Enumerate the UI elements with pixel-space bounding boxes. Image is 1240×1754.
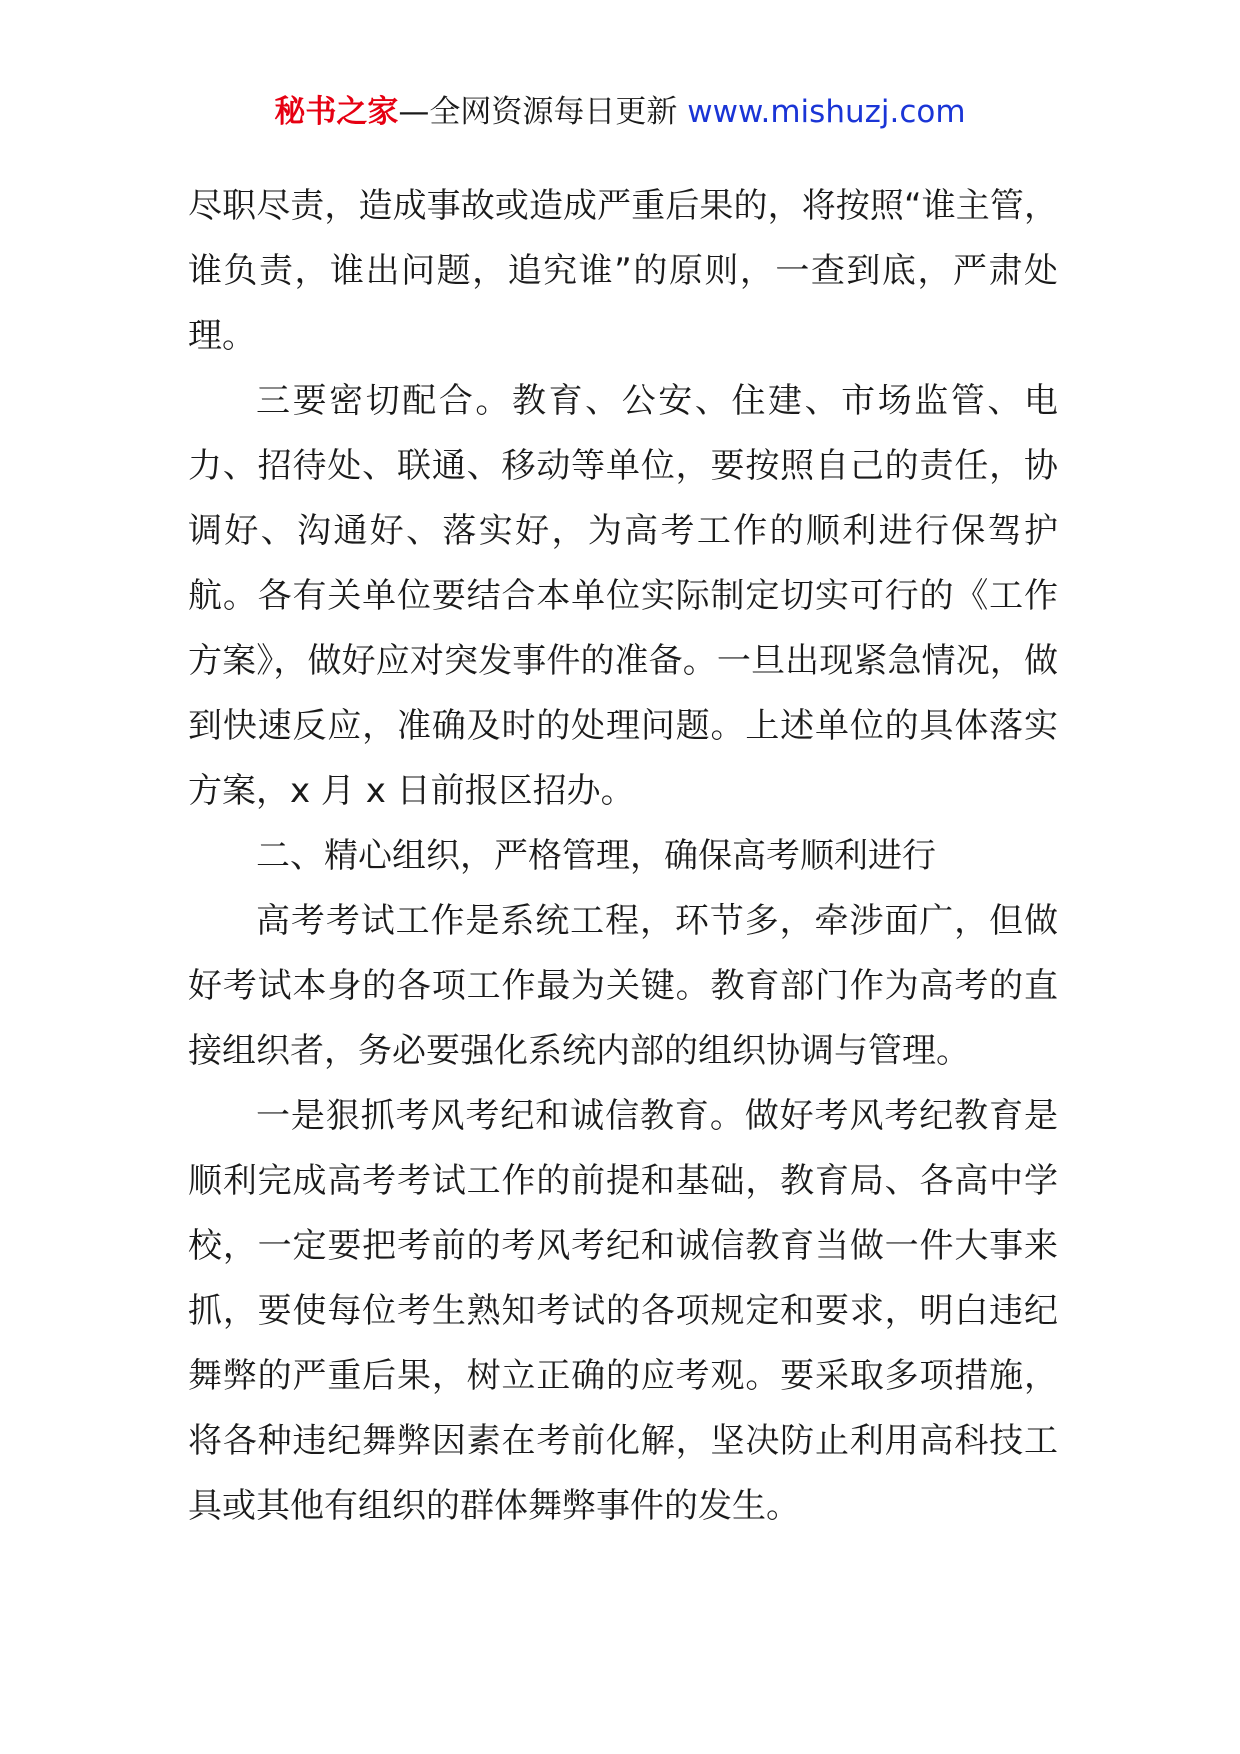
section-heading: 二、精心组织，严格管理，确保高考顺利进行	[256, 836, 936, 876]
paragraph-continuation: 尽职尽责，造成事故或造成严重后果的，将按照“谁主管，谁负责，谁出问题，追究谁”的原则，一查到底，严肃处理。	[188, 186, 1058, 356]
page-header	[0, 92, 1240, 132]
paragraph-cooperation: 三要密切配合。教育、公安、住建、市场监管、电力、招待处、联通、移动等单位，要按照自己的责任，协调好、沟通好、落实好，为高考工作的顺利进行保驾护航。各有关单位要结合本单位实际制定切实可行的《工作方案》，做好应对突发事件的准备。一旦出现紧急情况，做到快速反应，准确及时的处理问题。上述单位的具体落实方案，x 月 x 日前报区招办。	[188, 381, 1058, 811]
site-brand: 秘书之家	[274, 94, 399, 130]
document-body	[188, 174, 1058, 1539]
paragraph-exam-discipline: 一是狠抓考风考纪和诚信教育。做好考风考纪教育是顺利完成高考考试工作的前提和基础，教育局、各高中学校，一定要把考前的考风考纪和诚信教育当做一件大事来抓，要使每位考生熟知考试的各项规定和要求，明白违纪舞弊的严重后果，树立正确的应考观。要采取多项措施，将各种违纪舞弊因素在考前化解，坚决防止利用高科技工具或其他有组织的群体舞弊事件的发生。	[188, 1096, 1058, 1526]
paragraph-system-engineering: 高考考试工作是系统工程，环节多，牵涉面广，但做好考试本身的各项工作最为关键。教育部门作为高考的直接组织者，务必要强化系统内部的组织协调与管理。	[188, 901, 1058, 1071]
site-tagline: —全网资源每日更新	[398, 94, 688, 130]
site-url-link[interactable]: www.mishuzj.com	[687, 94, 966, 130]
